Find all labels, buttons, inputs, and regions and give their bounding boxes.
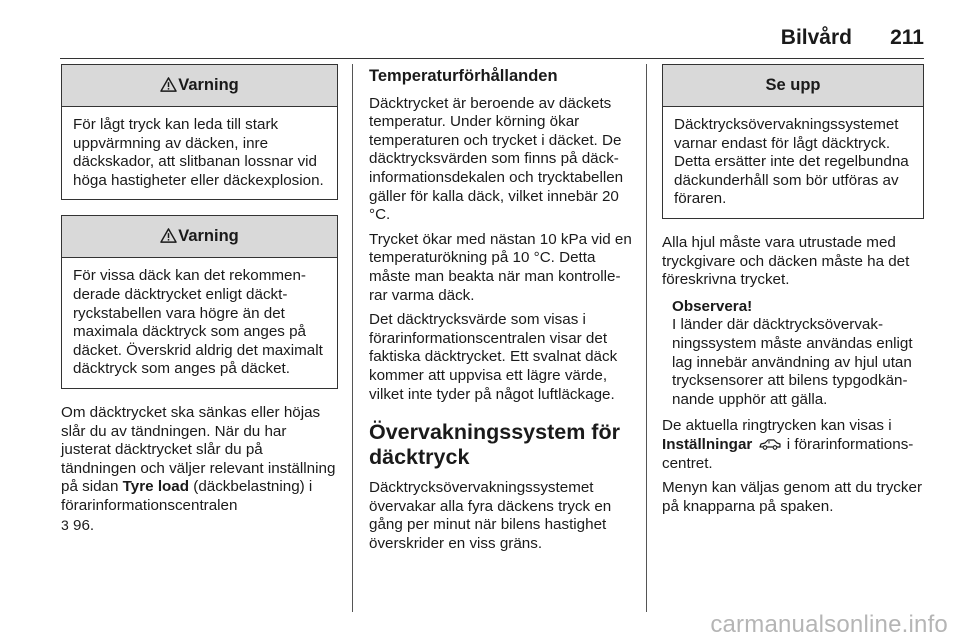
tyre-pressure-adjust-paragraph <box>61 404 338 535</box>
paragraph: Det däcktrycksvärde som visas i förarinformationscentralen visar det faktiska däcktrycket. Ett svalnat däck kommer att uppvisa ett lägre värde, vilket inte tyder på något luftläckage. <box>369 311 618 403</box>
warning-triangle-icon <box>160 228 177 243</box>
column-left <box>61 64 338 541</box>
heading-tpms: Övervakningssystem för däcktryck <box>369 420 620 470</box>
caution-text: Däcktrycksövervakningssystemet varnar endast för lågt däcktryck. Detta ersätter inte det regelbundna däckunderhåll som bör utföras av föraren. <box>674 116 909 208</box>
caution-box <box>662 64 924 219</box>
warning-text: För lågt tryck kan leda till stark uppvärmning av däcken, inre däckskador, att slitbanan lossnar vid höga hastigheter eller däckexplosion. <box>73 116 324 189</box>
page-number: 211 <box>890 26 924 49</box>
note-label: Observera! <box>672 297 753 315</box>
paragraph-text: (däckbelastning) i förarinformationscentralen <box>61 478 313 514</box>
note-text: I länder där däcktrycksövervakningssystem måste användas enligt lag innebär användning av hjul utan trycksensorer att bilens typgodkännande upphör att gälla. <box>672 316 913 408</box>
paragraph-settings <box>662 417 924 473</box>
page-reference: 96. <box>68 516 95 534</box>
watermark-text: carmanualsonline.info <box>710 611 948 638</box>
paragraph: Trycket ökar med nästan 10 kPa vid en temperaturökning på 10 °C. Detta måste man beakta när man kontrollerar varma däck. <box>369 230 632 304</box>
warning-box-header <box>62 65 337 107</box>
caution-box-header: Se upp <box>663 65 923 107</box>
paragraph: Däcktrycksövervakningssystemet övervakar alla fyra däckens tryck en gång per minut när bilens hastighet överskrider en viss gräns. <box>369 479 612 552</box>
section-title: Bilvård <box>780 26 852 49</box>
warning-box-1 <box>61 64 338 200</box>
column-divider-1 <box>352 64 353 612</box>
warning-triangle-icon <box>160 77 177 92</box>
heading-temperature: Temperaturförhållanden <box>369 67 558 85</box>
header-rule <box>60 58 924 59</box>
warning-box-header <box>62 216 337 258</box>
paragraph: Alla hjul måste vara utrustade med tryckgivare och däcken måste ha det föreskrivna trycket. <box>662 233 910 289</box>
menu-term-settings: Inställningar <box>662 435 753 453</box>
column-divider-2 <box>646 64 647 612</box>
paragraph-text: i förarinformationscentret. <box>662 435 914 472</box>
column-right <box>662 64 924 522</box>
car-settings-icon <box>758 438 782 450</box>
page-header <box>60 26 924 56</box>
page-reference-icon: 3 <box>61 516 69 533</box>
warning-title: Varning <box>178 76 239 94</box>
warning-box-2 <box>61 215 338 389</box>
warning-title: Varning <box>178 227 239 246</box>
column-middle <box>369 64 633 559</box>
note-block <box>662 298 924 410</box>
menu-term-tyre-load: Tyre load <box>122 478 190 496</box>
paragraph-text: Om däcktrycket ska sänkas eller höjas slår du av tändningen. När du har justerat däcktrycket slår du på tändningen och väljer relevant inställning på sidan <box>61 403 336 496</box>
paragraph: Menyn kan väljas genom att du trycker på knapparna på spaken. <box>662 479 922 515</box>
paragraph-text: De aktuella ringtrycken kan visas i <box>662 417 892 435</box>
warning-text: För vissa däck kan det rekommenderade däcktrycket enligt däcktryckstabellen vara högre än det maximala däcktryck som anges på däcket. Överskrid aldrig det maximalt däcktryck som anges på däcket. <box>73 267 323 378</box>
paragraph: Däcktrycket är beroende av däckets temperatur. Under körning ökar temperaturen och trycket i däcket. De däcktrycksvärden som finns på däckinformationsdekalen och trycktabellen gäller för kalla däck, vilket innebär 20 °C. <box>369 94 624 224</box>
